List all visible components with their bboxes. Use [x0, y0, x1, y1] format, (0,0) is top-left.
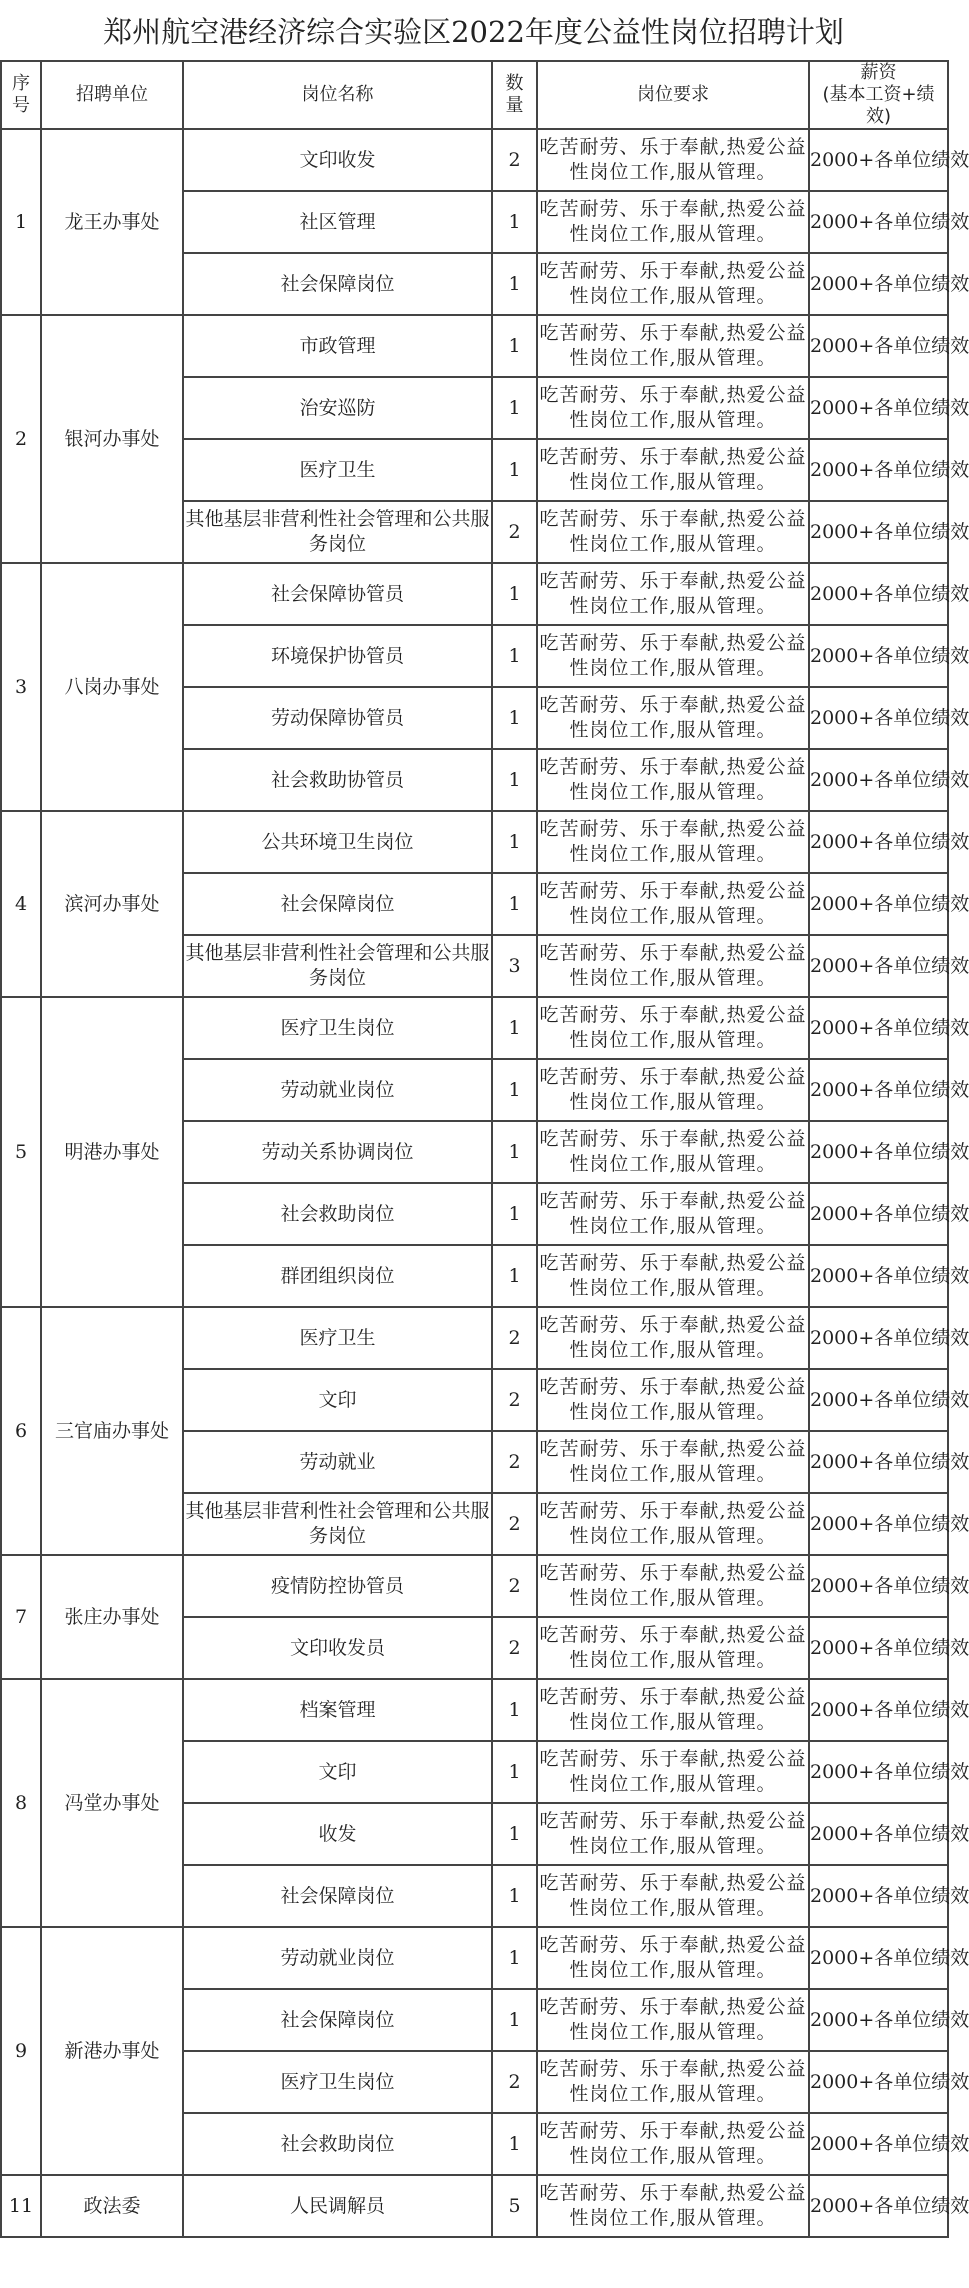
requirement-cell: 吃苦耐劳、乐于奉献,热爱公益性岗位工作,服从管理。 — [537, 563, 809, 625]
requirement-cell: 吃苦耐劳、乐于奉献,热爱公益性岗位工作,服从管理。 — [537, 1183, 809, 1245]
qty-cell: 1 — [492, 687, 537, 749]
qty-cell: 1 — [492, 253, 537, 315]
qty-cell: 2 — [492, 1493, 537, 1555]
table-row — [1, 997, 948, 1059]
table-row — [1, 315, 948, 377]
qty-cell: 1 — [492, 315, 537, 377]
requirement-cell: 吃苦耐劳、乐于奉献,热爱公益性岗位工作,服从管理。 — [537, 625, 809, 687]
qty-cell: 1 — [492, 625, 537, 687]
page-title: 郑州航空港经济综合实验区2022年度公益性岗位招聘计划 — [103, 15, 844, 49]
salary-cell: 2000+各单位绩效 — [809, 563, 948, 625]
position-cell: 社会保障岗位 — [183, 873, 492, 935]
header-qty-line2: 量 — [505, 95, 524, 116]
qty-cell: 3 — [492, 935, 537, 997]
position-cell: 社会救助协管员 — [183, 749, 492, 811]
salary-cell: 2000+各单位绩效 — [809, 377, 948, 439]
qty-cell: 5 — [492, 2175, 537, 2237]
salary-cell: 2000+各单位绩效 — [809, 2051, 948, 2113]
qty-cell: 1 — [492, 749, 537, 811]
qty-cell: 1 — [492, 1927, 537, 1989]
requirement-cell: 吃苦耐劳、乐于奉献,热爱公益性岗位工作,服从管理。 — [537, 1617, 809, 1679]
position-cell: 社会救助岗位 — [183, 1183, 492, 1245]
salary-cell: 2000+各单位绩效 — [809, 1803, 948, 1865]
salary-cell: 2000+各单位绩效 — [809, 1307, 948, 1369]
table-row — [1, 1555, 948, 1617]
position-cell: 文印 — [183, 1369, 492, 1431]
requirement-cell: 吃苦耐劳、乐于奉献,热爱公益性岗位工作,服从管理。 — [537, 811, 809, 873]
unit-cell: 银河办事处 — [41, 315, 183, 563]
position-cell: 疫情防控协管员 — [183, 1555, 492, 1617]
salary-cell: 2000+各单位绩效 — [809, 625, 948, 687]
salary-cell: 2000+各单位绩效 — [809, 439, 948, 501]
requirement-cell: 吃苦耐劳、乐于奉献,热爱公益性岗位工作,服从管理。 — [537, 997, 809, 1059]
requirement-cell: 吃苦耐劳、乐于奉献,热爱公益性岗位工作,服从管理。 — [537, 1369, 809, 1431]
salary-cell: 2000+各单位绩效 — [809, 315, 948, 377]
position-cell: 文印收发员 — [183, 1617, 492, 1679]
position-cell: 医疗卫生 — [183, 1307, 492, 1369]
header-unit: 招聘单位 — [41, 61, 183, 129]
qty-cell: 1 — [492, 997, 537, 1059]
requirement-cell: 吃苦耐劳、乐于奉献,热爱公益性岗位工作,服从管理。 — [537, 1493, 809, 1555]
salary-cell: 2000+各单位绩效 — [809, 253, 948, 315]
qty-cell: 1 — [492, 811, 537, 873]
table-row — [1, 2175, 948, 2237]
requirement-cell: 吃苦耐劳、乐于奉献,热爱公益性岗位工作,服从管理。 — [537, 1989, 809, 2051]
table-body — [1, 129, 969, 2237]
salary-cell: 2000+各单位绩效 — [809, 873, 948, 935]
position-cell: 群团组织岗位 — [183, 1245, 492, 1307]
position-cell: 市政管理 — [183, 315, 492, 377]
salary-cell: 2000+各单位绩效 — [809, 687, 948, 749]
salary-cell: 2000+各单位绩效 — [809, 2175, 948, 2237]
position-cell: 劳动就业 — [183, 1431, 492, 1493]
qty-cell: 1 — [492, 873, 537, 935]
requirement-cell: 吃苦耐劳、乐于奉献,热爱公益性岗位工作,服从管理。 — [537, 1741, 809, 1803]
position-cell: 社会保障岗位 — [183, 1865, 492, 1927]
qty-cell: 1 — [492, 1121, 537, 1183]
qty-cell: 1 — [492, 1803, 537, 1865]
requirement-cell: 吃苦耐劳、乐于奉献,热爱公益性岗位工作,服从管理。 — [537, 1555, 809, 1617]
unit-cell: 八岗办事处 — [41, 563, 183, 811]
position-cell: 劳动就业岗位 — [183, 1059, 492, 1121]
requirement-cell: 吃苦耐劳、乐于奉献,热爱公益性岗位工作,服从管理。 — [537, 1927, 809, 1989]
seq-cell: 3 — [1, 563, 41, 811]
requirement-cell: 吃苦耐劳、乐于奉献,热爱公益性岗位工作,服从管理。 — [537, 749, 809, 811]
unit-cell: 三官庙办事处 — [41, 1307, 183, 1555]
salary-cell: 2000+各单位绩效 — [809, 1555, 948, 1617]
qty-cell: 2 — [492, 1431, 537, 1493]
position-cell: 公共环境卫生岗位 — [183, 811, 492, 873]
header-seq-line1: 序 — [12, 73, 30, 94]
qty-cell: 2 — [492, 2051, 537, 2113]
position-cell: 其他基层非营利性社会管理和公共服务岗位 — [183, 501, 492, 563]
position-cell: 社区管理 — [183, 191, 492, 253]
unit-cell: 张庄办事处 — [41, 1555, 183, 1679]
requirement-cell: 吃苦耐劳、乐于奉献,热爱公益性岗位工作,服从管理。 — [537, 2175, 809, 2237]
requirement-cell: 吃苦耐劳、乐于奉献,热爱公益性岗位工作,服从管理。 — [537, 439, 809, 501]
requirement-cell: 吃苦耐劳、乐于奉献,热爱公益性岗位工作,服从管理。 — [537, 1307, 809, 1369]
requirement-cell: 吃苦耐劳、乐于奉献,热爱公益性岗位工作,服从管理。 — [537, 315, 809, 377]
salary-cell: 2000+各单位绩效 — [809, 1431, 948, 1493]
salary-cell: 2000+各单位绩效 — [809, 1741, 948, 1803]
requirement-cell: 吃苦耐劳、乐于奉献,热爱公益性岗位工作,服从管理。 — [537, 873, 809, 935]
qty-cell: 2 — [492, 1555, 537, 1617]
unit-cell: 滨河办事处 — [41, 811, 183, 997]
table-row — [1, 1679, 948, 1741]
unit-cell: 冯堂办事处 — [41, 1679, 183, 1927]
qty-cell: 1 — [492, 191, 537, 253]
salary-cell: 2000+各单位绩效 — [809, 749, 948, 811]
qty-cell: 1 — [492, 1679, 537, 1741]
position-cell: 其他基层非营利性社会管理和公共服务岗位 — [183, 1493, 492, 1555]
unit-cell: 新港办事处 — [41, 1927, 183, 2175]
salary-cell: 2000+各单位绩效 — [809, 191, 948, 253]
salary-cell: 2000+各单位绩效 — [809, 1865, 948, 1927]
salary-cell: 2000+各单位绩效 — [809, 811, 948, 873]
qty-cell: 1 — [492, 1183, 537, 1245]
salary-cell: 2000+各单位绩效 — [809, 1121, 948, 1183]
qty-cell: 2 — [492, 1369, 537, 1431]
header-salary-line2: (基本工资+绩效) — [822, 84, 935, 127]
salary-cell: 2000+各单位绩效 — [809, 501, 948, 563]
header-qty-line1: 数 — [505, 73, 524, 94]
salary-cell: 2000+各单位绩效 — [809, 1245, 948, 1307]
requirement-cell: 吃苦耐劳、乐于奉献,热爱公益性岗位工作,服从管理。 — [537, 1245, 809, 1307]
position-cell: 社会保障岗位 — [183, 253, 492, 315]
seq-cell: 6 — [1, 1307, 41, 1555]
position-cell: 劳动关系协调岗位 — [183, 1121, 492, 1183]
position-cell: 文印 — [183, 1741, 492, 1803]
header-seq — [1, 61, 41, 129]
seq-cell: 9 — [1, 1927, 41, 2175]
requirement-cell: 吃苦耐劳、乐于奉献,热爱公益性岗位工作,服从管理。 — [537, 377, 809, 439]
unit-cell: 明港办事处 — [41, 997, 183, 1307]
requirement-cell: 吃苦耐劳、乐于奉献,热爱公益性岗位工作,服从管理。 — [537, 1865, 809, 1927]
salary-cell: 2000+各单位绩效 — [809, 1059, 948, 1121]
seq-cell: 5 — [1, 997, 41, 1307]
salary-cell: 2000+各单位绩效 — [809, 129, 948, 191]
salary-cell: 2000+各单位绩效 — [809, 2113, 948, 2175]
seq-cell: 11 — [1, 2175, 41, 2237]
requirement-cell: 吃苦耐劳、乐于奉献,热爱公益性岗位工作,服从管理。 — [537, 1803, 809, 1865]
table-row — [1, 563, 948, 625]
unit-cell: 龙王办事处 — [41, 129, 183, 315]
position-cell: 文印收发 — [183, 129, 492, 191]
salary-cell: 2000+各单位绩效 — [809, 1989, 948, 2051]
requirement-cell: 吃苦耐劳、乐于奉献,热爱公益性岗位工作,服从管理。 — [537, 2113, 809, 2175]
table-row — [1, 129, 948, 191]
qty-cell: 1 — [492, 1989, 537, 2051]
header-requirement: 岗位要求 — [537, 61, 809, 129]
position-cell: 档案管理 — [183, 1679, 492, 1741]
qty-cell: 1 — [492, 377, 537, 439]
salary-cell: 2000+各单位绩效 — [809, 1369, 948, 1431]
table-row — [1, 1307, 948, 1369]
table-row — [1, 1927, 948, 1989]
header-seq-line2: 号 — [12, 95, 30, 116]
seq-cell: 7 — [1, 1555, 41, 1679]
qty-cell: 2 — [492, 1617, 537, 1679]
requirement-cell: 吃苦耐劳、乐于奉献,热爱公益性岗位工作,服从管理。 — [537, 253, 809, 315]
requirement-cell: 吃苦耐劳、乐于奉献,热爱公益性岗位工作,服从管理。 — [537, 191, 809, 253]
position-cell: 医疗卫生 — [183, 439, 492, 501]
salary-cell: 2000+各单位绩效 — [809, 997, 948, 1059]
position-cell: 其他基层非营利性社会管理和公共服务岗位 — [183, 935, 492, 997]
requirement-cell: 吃苦耐劳、乐于奉献,热爱公益性岗位工作,服从管理。 — [537, 1431, 809, 1493]
seq-cell: 4 — [1, 811, 41, 997]
requirement-cell: 吃苦耐劳、乐于奉献,热爱公益性岗位工作,服从管理。 — [537, 2051, 809, 2113]
qty-cell: 1 — [492, 1245, 537, 1307]
salary-cell: 2000+各单位绩效 — [809, 1493, 948, 1555]
qty-cell: 2 — [492, 1307, 537, 1369]
position-cell: 社会救助岗位 — [183, 2113, 492, 2175]
position-cell: 收发 — [183, 1803, 492, 1865]
salary-cell: 2000+各单位绩效 — [809, 1183, 948, 1245]
qty-cell: 1 — [492, 1741, 537, 1803]
requirement-cell: 吃苦耐劳、乐于奉献,热爱公益性岗位工作,服从管理。 — [537, 129, 809, 191]
seq-cell: 8 — [1, 1679, 41, 1927]
position-cell: 劳动就业岗位 — [183, 1927, 492, 1989]
position-cell: 治安巡防 — [183, 377, 492, 439]
position-cell: 医疗卫生岗位 — [183, 2051, 492, 2113]
requirement-cell: 吃苦耐劳、乐于奉献,热爱公益性岗位工作,服从管理。 — [537, 687, 809, 749]
header-qty — [492, 61, 537, 129]
unit-cell: 政法委 — [41, 2175, 183, 2237]
requirement-cell: 吃苦耐劳、乐于奉献,热爱公益性岗位工作,服从管理。 — [537, 1679, 809, 1741]
seq-cell: 2 — [1, 315, 41, 563]
header-position: 岗位名称 — [183, 61, 492, 129]
requirement-cell: 吃苦耐劳、乐于奉献,热爱公益性岗位工作,服从管理。 — [537, 501, 809, 563]
requirement-cell: 吃苦耐劳、乐于奉献,热爱公益性岗位工作,服从管理。 — [537, 1059, 809, 1121]
table-header-row — [1, 61, 948, 129]
position-cell: 环境保护协管员 — [183, 625, 492, 687]
requirement-cell: 吃苦耐劳、乐于奉献,热爱公益性岗位工作,服从管理。 — [537, 935, 809, 997]
qty-cell: 1 — [492, 563, 537, 625]
position-cell: 医疗卫生岗位 — [183, 997, 492, 1059]
seq-cell: 1 — [1, 129, 41, 315]
header-salary — [809, 61, 948, 129]
position-cell: 劳动保障协管员 — [183, 687, 492, 749]
header-salary-line1: 薪资 — [860, 62, 897, 83]
qty-cell: 2 — [492, 129, 537, 191]
qty-cell: 1 — [492, 1059, 537, 1121]
qty-cell: 1 — [492, 439, 537, 501]
salary-cell: 2000+各单位绩效 — [809, 1927, 948, 1989]
qty-cell: 1 — [492, 1865, 537, 1927]
salary-cell: 2000+各单位绩效 — [809, 935, 948, 997]
position-cell: 社会保障协管员 — [183, 563, 492, 625]
salary-cell: 2000+各单位绩效 — [809, 1679, 948, 1741]
qty-cell: 2 — [492, 501, 537, 563]
position-cell: 社会保障岗位 — [183, 1989, 492, 2051]
qty-cell: 1 — [492, 2113, 537, 2175]
recruitment-table — [0, 60, 969, 2238]
salary-cell: 2000+各单位绩效 — [809, 1617, 948, 1679]
table-row — [1, 811, 948, 873]
position-cell: 人民调解员 — [183, 2175, 492, 2237]
requirement-cell: 吃苦耐劳、乐于奉献,热爱公益性岗位工作,服从管理。 — [537, 1121, 809, 1183]
